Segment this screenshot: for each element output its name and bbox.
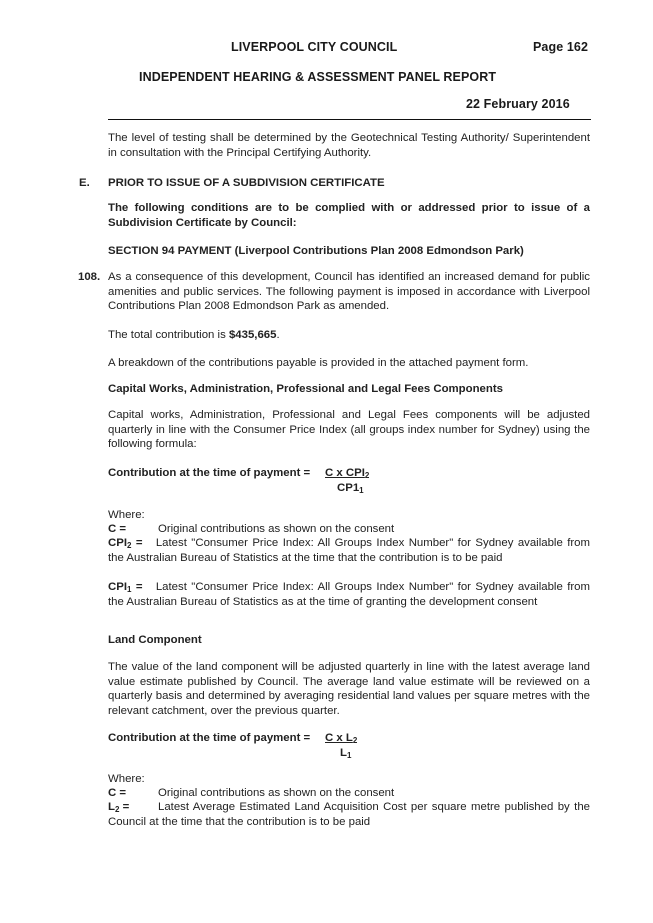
land-paragraph: The value of the land component will be adjusted quarterly in line with the latest average land value estimate published by Council. The average land value estimate will be reviewed on a quarterly basis and determined by averaging residential land values per square metres with the relevant catchment, over the previous quarter.: [108, 661, 590, 717]
section-subheading: SECTION 94 PAYMENT (Liverpool Contributions Plan 2008 Edmondson Park): [108, 245, 524, 257]
def2-c-val: Original contributions as shown on the consent: [158, 787, 395, 799]
breakdown-text: A breakdown of the contributions payable is provided in the attached payment form.: [108, 357, 529, 369]
def-cpi2-key: [108, 537, 143, 549]
def2-c-key: C =: [108, 787, 127, 799]
where2-label: Where:: [108, 773, 145, 785]
def-cpi1: [108, 580, 590, 609]
def-cpi2-key-sub: 2: [127, 541, 132, 550]
def-cpi1-key-text: CPI: [108, 581, 127, 593]
report-title: INDEPENDENT HEARING & ASSESSMENT PANEL REPORT: [139, 70, 497, 84]
formula1-label: Contribution at the time of payment =: [108, 467, 311, 479]
def2-l2-val: Latest Average Estimated Land Acquisition Cost per square metre published by the Council at the time that the contribution is to be paid: [108, 801, 590, 828]
formula1-denominator: [337, 481, 364, 496]
intro-paragraph: The level of testing shall be determined by the Geotechnical Testing Authority/ Superintendent in consultation with the Principal Certifying Authority.: [108, 132, 590, 159]
formula2-numerator: [325, 731, 357, 746]
land-heading: Land Component: [108, 634, 202, 646]
council-name: LIVERPOOL CITY COUNCIL: [231, 40, 398, 54]
where1-label: Where:: [108, 509, 145, 521]
section-title: PRIOR TO ISSUE OF A SUBDIVISION CERTIFICATE: [108, 177, 385, 189]
def2-l2-key: [108, 800, 158, 815]
def-c: [108, 522, 590, 537]
total-contribution: [108, 328, 590, 343]
formula1-num-sub: 2: [364, 471, 370, 480]
header-divider: [108, 119, 591, 120]
def2-l2-key-eq: =: [119, 801, 130, 813]
formula2-den-sub: 1: [346, 751, 352, 760]
def-cpi1-key-sub: 1: [127, 585, 132, 594]
section-letter: E.: [79, 177, 90, 189]
formula2-label: Contribution at the time of payment =: [108, 732, 311, 744]
section-lead: The following conditions are to be complied with or addressed prior to issue of a Subdivision Certificate by Council:: [108, 202, 590, 229]
formula1-num-text: C x CPI: [325, 467, 365, 479]
def-cpi1-key-eq: =: [131, 581, 143, 593]
def-cpi1-val: Latest "Consumer Price Index: All Groups Index Number" for Sydney available from the Australian Bureau of Statistics as at the time of granting the development consent: [108, 581, 590, 608]
condition-number: 108.: [78, 271, 101, 283]
def-cpi2-key-eq: =: [131, 537, 143, 549]
def2-l2: [108, 800, 590, 829]
def-cpi2: [108, 536, 590, 565]
formula1-den-text: CP1: [337, 482, 360, 494]
def2-l2-key-text: L: [108, 801, 115, 813]
formula2-num-text: C x L: [325, 732, 353, 744]
page-number: Page 162: [533, 40, 589, 54]
def2-c: [108, 786, 590, 801]
def-cpi2-val: Latest "Consumer Price Index: All Groups Index Number" for Sydney available from the Australian Bureau of Statistics at the time that the contribution is to be paid: [108, 537, 590, 564]
def-cpi1-key: [108, 581, 143, 593]
formula1-numerator: [325, 466, 369, 481]
def-cpi2-key-text: CPI: [108, 537, 127, 549]
formula2-denominator: [340, 746, 351, 761]
capital-paragraph: Capital works, Administration, Professional and Legal Fees components will be adjusted quarterly in line with the Consumer Price Index (all groups index number for Sydney) using the following formula:: [108, 409, 590, 451]
report-date: 22 February 2016: [466, 97, 570, 111]
formula1-den-sub: 1: [359, 486, 364, 495]
condition-paragraph: As a consequence of this development, Council has identified an increased demand for public amenities and public services. The following payment is imposed in accordance with Liverpool Contributions Plan 2008 Edmondson Park as amended.: [108, 271, 590, 313]
capital-heading: Capital Works, Administration, Professional and Legal Fees Components: [108, 383, 503, 395]
formula2-num-sub: 2: [352, 736, 358, 745]
total-prefix: The total contribution is: [108, 329, 229, 341]
def-c-val: Original contributions as shown on the consent: [158, 523, 395, 535]
total-amount: $435,665: [228, 329, 277, 341]
total-suffix: .: [276, 329, 280, 341]
def2-l2-key-sub: 2: [114, 805, 120, 814]
formula2-den-text: L: [340, 747, 347, 759]
def-c-key: C =: [108, 523, 127, 535]
